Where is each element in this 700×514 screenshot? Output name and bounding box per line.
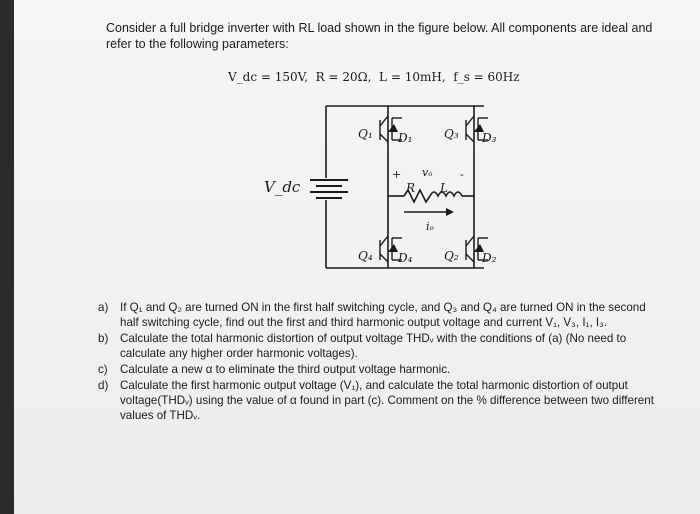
question-label: c)	[98, 363, 108, 376]
question-label: a)	[98, 301, 109, 314]
label-q3: Q₃	[444, 127, 459, 141]
label-d4: D₄	[398, 251, 413, 265]
question-label: b)	[98, 332, 109, 345]
parameter-line: V_dc = 150V, R = 20Ω, L = 10mH, f_s = 60Hz	[228, 70, 520, 84]
label-q2: Q₂	[444, 249, 459, 263]
label-d1: D₁	[398, 131, 413, 145]
label-q4: Q₄	[358, 249, 373, 263]
label-vo: vₒ	[422, 166, 433, 179]
label-d3: D₃	[482, 131, 497, 145]
question-text: Calculate the total harmonic distortion of output voltage THDᵥ with the conditions of (a) (No need to calculate any higher order harmonic voltages).	[120, 332, 627, 360]
question-a	[98, 300, 658, 330]
label-l: L	[440, 181, 448, 195]
question-text: If Q₁ and Q₂ are turned ON in the first half switching cycle, and Q₃ and Q₄ are turned ON in the second half switching cycle, find out the first and third harmonic output voltage and current V₁, V₃, I₁, I₃.	[120, 301, 646, 329]
question-label: d)	[98, 379, 109, 392]
label-q1: Q₁	[358, 127, 373, 141]
label-d2: D₂	[482, 251, 497, 265]
label-minus: -	[460, 168, 464, 181]
label-vdc: V_dc	[264, 178, 301, 196]
question-text: Calculate a new α to eliminate the third output voltage harmonic.	[120, 363, 451, 376]
question-list	[98, 300, 658, 424]
full-bridge-circuit-diagram	[254, 96, 497, 276]
problem-intro: Consider a full bridge inverter with RL load shown in the figure below. All components are ideal and refer to the following parameters:	[106, 21, 653, 51]
question-d	[98, 378, 658, 423]
label-plus: +	[392, 168, 402, 181]
question-c	[98, 362, 658, 377]
problem-sheet	[14, 0, 700, 514]
question-text: Calculate the first harmonic output voltage (V₁), and calculate the total harmonic distortion of output voltage(THDᵥ) using the value of α found in part (c). Comment on the % difference between two different values of THDᵥ.	[120, 379, 654, 422]
label-r: R	[406, 181, 416, 195]
label-io: iₒ	[426, 220, 434, 233]
question-b	[98, 331, 658, 361]
